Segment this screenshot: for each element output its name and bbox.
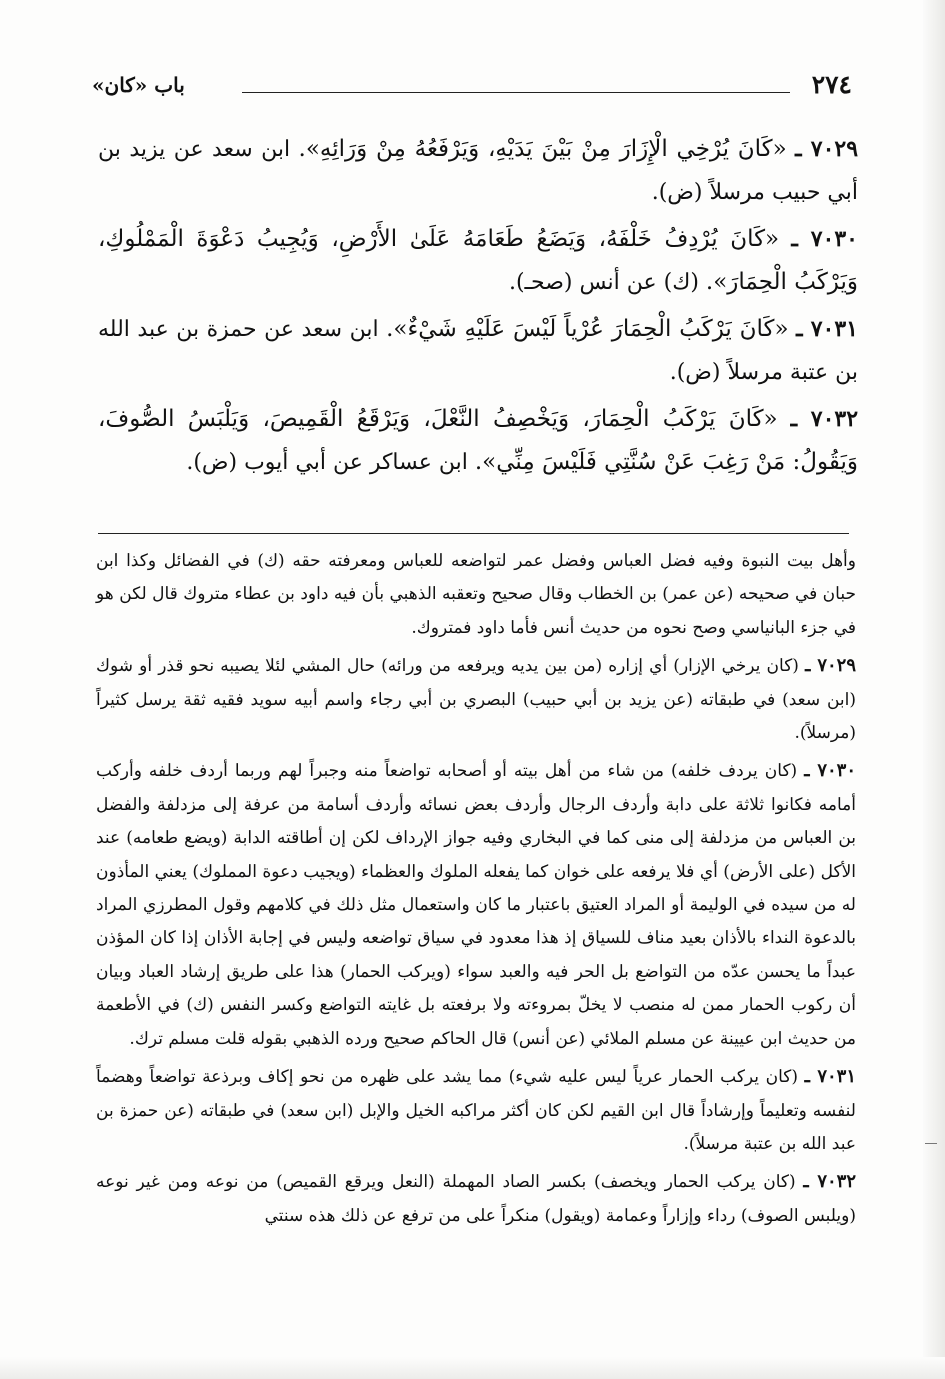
note-number: ٧٠٣٠ ـ (804, 760, 856, 782)
hadith-text: «كَانَ يُرْخِي الْإِزَارَ مِنْ بَيْنَ يَدَيْهِ، وَيَرْفَعُهُ مِنْ وَرَائِهِ». (298, 136, 787, 162)
page-number: ٢٧٤ (811, 70, 852, 99)
note-text: (كان يرخي الإزار) أي إزاره (من بين يديه ويرفعه من ورائه) حال المشي لئلا يصيبه نحو قذر أو شوك (ابن سعد) في طبقاته (عن يزيد بن أبي حبيب) البصري بن أبي رجاء واسم أبيه سويد فقيه ثقة يرسل كثيراً (مرسلاً). (96, 656, 856, 744)
hadith-text: «كَانَ يُرْدِفُ خَلْفَهُ، وَيَضَعُ طَعَامَهُ عَلَىٰ الأَرْضِ، وَيُجِيبُ دَعْوَةَ الْمَمْلُوكِ، وَيَرْكَبُ الْحِمَارَ». (98, 226, 858, 295)
note-number: ٧٠٢٩ ـ (805, 655, 856, 677)
hadith-entry (98, 308, 858, 394)
hadith-number: ٧٠٣١ ـ (796, 316, 858, 342)
hadith-number: ٧٠٣٠ ـ (791, 226, 858, 252)
note-number: ٧٠٣٢ ـ (803, 1171, 856, 1193)
hadith-text: «كَانَ يَرْكَبُ الْحِمَارَ، وَيَخْصِفُ النَّعْلَ، وَيَرْقَعُ الْقَمِيصَ، وَيَلْبَسُ الصُّوفَ، وَيَقُولُ: مَنْ رَغِبَ عَنْ سُنَّتِي فَلَيْسَ مِنِّي». (98, 406, 858, 475)
margin-mark (925, 1143, 937, 1144)
hadith-source: ابن سعد عن يزيد بن أبي حبيب مرسلاً (ض). (98, 137, 858, 205)
scan-edge-bottom (0, 1357, 945, 1379)
hadith-list (98, 128, 858, 488)
commentary-note (96, 649, 856, 750)
commentary-continuation: وأهل بيت النبوة وفيه فضل العباس وفضل عمر لتواضعه للعباس ومعرفته حقه (ك) في الفضائل وكذا ابن حبان في صحيحه (عن عمر) بن الخطاب وقال صحيح وتعقبه الذهبي بأن فيه داود بن عطاء متروك قال لكن هو في جزء البانياسي وصح نحوه من حديث أنس فأما داود فمتروك. (96, 551, 856, 638)
hadith-entry (98, 218, 858, 304)
hadith-entry (98, 398, 858, 484)
commentary-note (96, 1060, 856, 1161)
hadith-number: ٧٠٢٩ ـ (795, 136, 859, 162)
hadith-source: (ك) عن أنس (صحـ). (508, 270, 706, 295)
footnote-separator (98, 533, 849, 534)
hadith-text: «كَانَ يَرْكَبُ الْحِمَارَ عُرْياً لَيْسَ عَلَيْهِ شَيْءٌ». (386, 316, 789, 342)
hadith-source: ابن سعد عن حمزة بن عبد الله بن عتبة مرسلاً (ض). (98, 317, 858, 385)
commentary-note (96, 754, 856, 1056)
hadith-source: ابن عساكر عن أبي أيوب (ض). (186, 450, 475, 475)
note-text: (كان يركب الحمار ويخصف) بكسر الصاد المهملة (النعل ويرقع القميص) من نوعه ومن غير نوعه (ويلبس الصوف) رداء وإزاراً وعمامة (ويقول) منكراً على من ترفع عن ذلك هذه سنتي (96, 1172, 856, 1226)
header-rule (242, 92, 790, 93)
hadith-entry (98, 128, 858, 214)
commentary-note (96, 1165, 856, 1233)
page-header (92, 68, 852, 108)
note-number: ٧٠٣١ ـ (804, 1066, 857, 1088)
note-text: (كان يردف خلفه) من شاء من أهل بيته أو أصحابه تواضعاً منه وجبراً لهم وربما أردف خلفه وأركب أمامه فكانوا ثلاثة على دابة وأردف الرجال وأردف بعض نسائه وأردف أسامة من عرفة إلى مزدلفة والفضل بن العباس من مزدلفة إلى منى كما في البخاري وفيه جواز الإرداف لكن إن أطاقته الدابة (ويضع طعامه) عند الأكل (على الأرض) أي فلا يرفعه على خوان كما يفعله الملوك والعظماء (ويجيب دعوة المملوك) يعني المأذون له من سيده في الوليمة أو المراد العتيق باعتبار ما كان واستعمال مثل ذلك في كلامهم وقول المطرزي المراد بالدعوة النداء بالأذان بعيد مناف للسياق إذ هذا معدود في سياق تواضعه وليس في إجابة الأذان إذا كان المؤذن عبداً ما يحسن عدّه من التواضع بل الحر فيه والعبد سواء (ويركب الحمار) هذا على طريق إرشاد العباد وبيان أن ركوب الحمار ممن له منصب لا يخلّ بمروءته ولا برفعته بل غايته التواضع وكسر النفس (ك) في الأطعمة من حديث ابن عيينة عن مسلم الملائي (عن أنس) قال الحاكم صحيح ورده الذهبي بقوله قلت مسلم ترك. (96, 761, 857, 1049)
chapter-title: باب «كان» (92, 73, 185, 97)
scan-edge-right (923, 0, 945, 1379)
note-text: (كان يركب الحمار عرياً ليس عليه شيء) مما يشد على ظهره من نحو إكاف وبرذعة تواضعاً وهضماً لنفسه وتعليماً وإرشاداً قال ابن القيم لكن كان أكثر مراكبه الخيل والإبل (ابن سعد) في طبقاته (عن حمزة بن عبد الله بن عتبة مرسلاً). (96, 1067, 856, 1154)
hadith-number: ٧٠٣٢ ـ (790, 406, 859, 432)
commentary (96, 545, 856, 1237)
